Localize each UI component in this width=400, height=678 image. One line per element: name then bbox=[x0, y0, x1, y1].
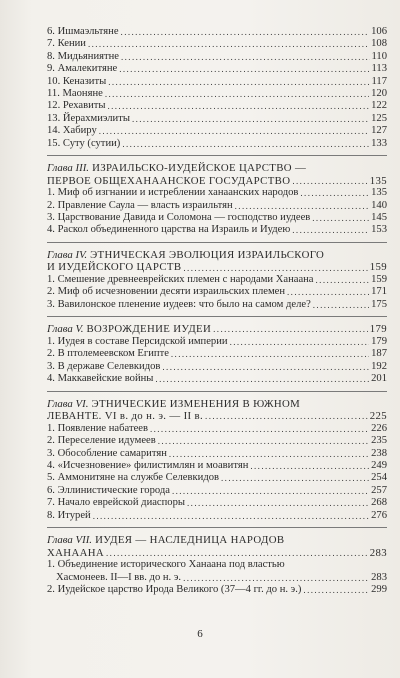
toc-entry-page: 113 bbox=[371, 63, 387, 75]
toc-entry-page: 117 bbox=[371, 75, 387, 87]
chapter-heading-line2 bbox=[47, 410, 387, 423]
toc-entry bbox=[47, 497, 387, 509]
toc-entry-page: 108 bbox=[371, 38, 387, 50]
toc-entry bbox=[47, 348, 387, 360]
chapter-4 bbox=[47, 249, 387, 311]
toc-entry-title: 2. Миф об исчезновении десяти израильских племен bbox=[47, 286, 286, 298]
chapter-page: 179 bbox=[369, 323, 387, 336]
toc-entry-title: 4. Раскол объединенного царства на Израиль и Иудею bbox=[47, 224, 291, 236]
toc-entry-page: 179 bbox=[371, 335, 387, 347]
toc-entry bbox=[47, 224, 387, 236]
chapter-heading bbox=[47, 162, 387, 175]
toc-entry bbox=[47, 274, 387, 286]
chapter-3 bbox=[47, 162, 387, 237]
toc-entry-page: 257 bbox=[371, 484, 387, 496]
toc-entry bbox=[47, 63, 387, 75]
toc-entry-page: 226 bbox=[371, 422, 387, 434]
divider bbox=[47, 316, 387, 317]
chapter-7 bbox=[47, 534, 387, 596]
toc-entry bbox=[47, 76, 387, 88]
toc-entry-page: 120 bbox=[371, 88, 387, 100]
toc-entry bbox=[47, 200, 387, 212]
toc-entry-title: 10. Кеназиты bbox=[47, 75, 107, 87]
chapter-title-line1: ИУДЕЯ — НАСЛЕДНИЦА НАРОДОВ bbox=[95, 533, 285, 546]
chapter-5 bbox=[47, 323, 387, 385]
chapter-heading-line2 bbox=[47, 175, 387, 188]
toc-entry-title: 2. Правление Саула — власть израильтян bbox=[47, 199, 233, 211]
toc-entry-title: 4. Маккавейские войны bbox=[47, 373, 154, 385]
toc-entry-page: 135 bbox=[371, 187, 387, 199]
toc-entry-title: 11. Маоняне bbox=[47, 88, 103, 100]
chapter-heading bbox=[47, 534, 387, 547]
toc-entry-page: 235 bbox=[371, 435, 387, 447]
chapter-heading-line2 bbox=[47, 547, 387, 560]
toc-entry-page: 201 bbox=[371, 373, 387, 385]
toc-entry-page: 125 bbox=[371, 112, 387, 124]
toc-entry-page: 254 bbox=[371, 472, 387, 484]
toc-section-top bbox=[47, 26, 387, 150]
chapter-title-line1: ЭТНИЧЕСКИЕ ИЗМЕНЕНИЯ В ЮЖНОМ bbox=[91, 397, 301, 410]
toc-entry-page: 187 bbox=[371, 348, 387, 360]
toc-entry-page: 159 bbox=[371, 274, 387, 286]
toc-entry bbox=[47, 510, 387, 522]
toc-entry-title: 9. Амалекитяне bbox=[47, 63, 118, 75]
toc-entry-page: 249 bbox=[371, 459, 387, 471]
toc-entry-title: 1. Иудея в составе Персидской империи bbox=[47, 335, 228, 347]
page-number: 6 bbox=[197, 628, 203, 640]
toc-entry-title: 4. «Исчезновение» филистимлян и моавитян bbox=[47, 459, 249, 471]
toc-entry bbox=[47, 138, 387, 150]
chapter-page: 283 bbox=[369, 546, 387, 559]
toc-entry bbox=[47, 88, 387, 100]
toc-entry-title: 6. Эллинистические города bbox=[47, 484, 170, 496]
toc-entry-page: 276 bbox=[371, 509, 387, 521]
toc-entry bbox=[47, 336, 387, 348]
toc-entry bbox=[47, 286, 387, 298]
toc-entry-page: 106 bbox=[371, 26, 387, 37]
toc-entry bbox=[47, 435, 387, 447]
toc-entry-title: 14. Хабиру bbox=[47, 125, 97, 137]
chapter-label: Глава IV. bbox=[47, 248, 88, 261]
chapter-page: 225 bbox=[369, 410, 387, 423]
toc-entry-page: 127 bbox=[371, 125, 387, 137]
toc-entry bbox=[47, 361, 387, 373]
toc-entry-title: 3. Царствование Давида и Соломона — господство иудеев bbox=[47, 212, 311, 224]
toc-entry bbox=[47, 100, 387, 112]
chapter-heading bbox=[47, 323, 387, 336]
toc-entry-title: 1. Миф об изгнании и истреблении ханаанских народов bbox=[47, 187, 299, 199]
toc-entry-title: 5. Аммонитяне на службе Селевкидов bbox=[47, 472, 220, 484]
chapter-page: 159 bbox=[369, 261, 387, 274]
toc-entry bbox=[47, 460, 387, 472]
toc-entry bbox=[47, 125, 387, 137]
divider bbox=[47, 242, 387, 243]
toc-entry-title: 3. Обособление самаритян bbox=[47, 447, 167, 459]
chapter-label: Глава VI. bbox=[47, 397, 89, 410]
toc-entry bbox=[47, 584, 387, 596]
toc-entry bbox=[47, 373, 387, 385]
toc-entry-title-continued: Хасмонеев. II—I вв. до н. э. bbox=[56, 571, 182, 583]
toc-entry-page: 140 bbox=[371, 199, 387, 211]
toc-entry-title: 7. Кении bbox=[47, 38, 86, 50]
toc-entry bbox=[47, 299, 387, 311]
divider bbox=[47, 527, 387, 528]
chapter-6 bbox=[47, 398, 387, 522]
toc-entry-title: 12. Рехавиты bbox=[47, 100, 106, 112]
toc-entry-page: 299 bbox=[371, 583, 387, 595]
toc-entry-title: 2. Переселение идумеев bbox=[47, 435, 156, 447]
chapter-label: Глава V. bbox=[47, 323, 84, 336]
toc-entry-page: 268 bbox=[371, 497, 387, 509]
toc-entry-title: 7. Начало еврейской диаспоры bbox=[47, 497, 186, 509]
toc-entry-title: 3. В державе Селевкидов bbox=[47, 360, 161, 372]
chapter-label: Глава III. bbox=[47, 162, 90, 175]
toc-entry bbox=[47, 423, 387, 435]
toc-entry-page: 145 bbox=[371, 212, 387, 224]
toc-entry bbox=[47, 187, 387, 199]
chapter-title-line1: ЭТНИЧЕСКАЯ ЭВОЛЮЦИЯ ИЗРАИЛЬСКОГО bbox=[90, 248, 325, 261]
chapter-title-line1: ИЗРАИЛЬСКО-ИУДЕЙСКОЕ ЦАРСТВО — bbox=[92, 162, 307, 175]
toc-entry-page: 110 bbox=[371, 50, 387, 62]
toc-entry-page: 122 bbox=[371, 100, 387, 112]
toc-entry bbox=[47, 26, 387, 38]
chapter-label: Глава VII. bbox=[47, 533, 93, 546]
chapter-title-line2: ЛЕВАНТЕ. VI в. до н. э. — II в. bbox=[47, 410, 204, 423]
toc-entry-page: 283 bbox=[371, 571, 387, 583]
table-of-contents bbox=[47, 26, 387, 596]
toc-entry-page: 153 bbox=[371, 224, 387, 236]
toc-entry-title: 1. Смешение древнееврейских племен с народами Ханаана bbox=[47, 274, 314, 286]
toc-entry bbox=[47, 448, 387, 460]
toc-entry bbox=[47, 559, 387, 571]
toc-entry bbox=[47, 51, 387, 63]
chapter-title-line1: ВОЗРОЖДЕНИЕ ИУДЕИ bbox=[86, 323, 212, 336]
toc-entry bbox=[47, 212, 387, 224]
toc-entry bbox=[47, 113, 387, 125]
toc-entry-title: 2. В птолемеевском Египте bbox=[47, 348, 169, 360]
chapter-page: 135 bbox=[369, 174, 387, 187]
toc-entry-title: 8. Итурей bbox=[47, 509, 91, 521]
toc-entry-title: 15. Суту (сутии) bbox=[47, 137, 121, 149]
divider bbox=[47, 155, 387, 156]
toc-entry-page: 171 bbox=[371, 286, 387, 298]
chapter-title-line2: ХАНААНА bbox=[47, 546, 105, 559]
toc-entry-title: 8. Мидьяниятне bbox=[47, 50, 119, 62]
toc-entry-page: 133 bbox=[371, 137, 387, 149]
toc-entry-continued bbox=[47, 572, 387, 584]
toc-entry-title: 6. Ишмаэльтяне bbox=[47, 26, 119, 37]
toc-entry-title: 2. Иудейское царство Ирода Великого (37—4 гг. до н. э.) bbox=[47, 583, 302, 595]
toc-entry bbox=[47, 38, 387, 50]
toc-entry-page: 192 bbox=[371, 360, 387, 372]
chapter-title-line2: ПЕРВОЕ ОБЩЕХАНААНСКОЕ ГОСУДАРСТВО bbox=[47, 174, 291, 187]
toc-entry bbox=[47, 485, 387, 497]
chapter-heading-line2 bbox=[47, 261, 387, 274]
chapter-heading bbox=[47, 249, 387, 262]
toc-entry-page: 238 bbox=[371, 447, 387, 459]
toc-entry-title: 3. Вавилонское пленение иудеев: что было на самом деле? bbox=[47, 298, 311, 310]
chapter-title-line2: И ИУДЕЙСКОГО ЦАРСТВ bbox=[47, 261, 182, 274]
toc-entry-title: 1. Объединение исторического Ханаана под властью bbox=[47, 559, 285, 571]
divider bbox=[47, 391, 387, 392]
toc-entry bbox=[47, 472, 387, 484]
toc-entry-title: 13. Йерахмиэлиты bbox=[47, 112, 130, 124]
toc-entry-page: 175 bbox=[371, 298, 387, 310]
toc-entry-title: 1. Появление набатеев bbox=[47, 422, 148, 434]
chapter-heading bbox=[47, 398, 387, 411]
